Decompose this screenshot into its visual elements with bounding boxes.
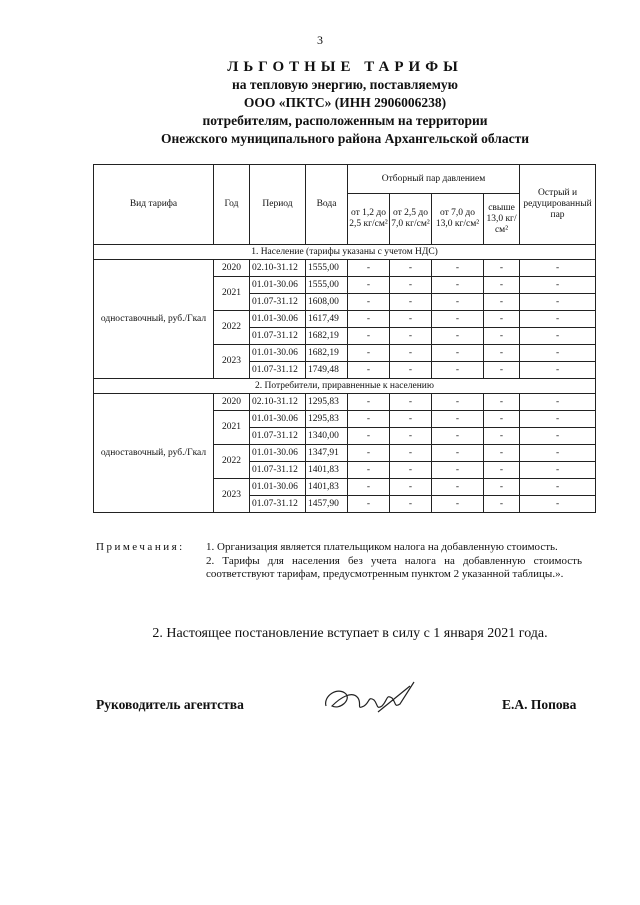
dash-cell: - bbox=[348, 462, 390, 479]
dash-cell: - bbox=[348, 345, 390, 362]
dash-cell: - bbox=[390, 411, 432, 428]
water-cell: 1555,00 bbox=[306, 277, 348, 294]
title-line-4: потребителям, расположенным на территории bbox=[202, 113, 488, 128]
water-cell: 1295,83 bbox=[306, 394, 348, 411]
table-row bbox=[94, 394, 596, 411]
header-pressure-3: от 7,0 до 13,0 кг/см² bbox=[432, 194, 484, 245]
period-cell: 02.10-31.12 bbox=[250, 394, 306, 411]
signatory-name: Е.А. Попова bbox=[502, 697, 577, 712]
notes-label: Примечания: bbox=[96, 541, 185, 553]
dash-cell: - bbox=[432, 328, 484, 345]
dash-cell: - bbox=[484, 260, 520, 277]
dash-cell: - bbox=[520, 462, 596, 479]
header-year: Год bbox=[214, 165, 250, 245]
dash-cell: - bbox=[484, 479, 520, 496]
section-title: 2. Потребители, приравненные к населению bbox=[94, 379, 596, 394]
dash-cell: - bbox=[390, 445, 432, 462]
page-number: 3 bbox=[317, 33, 323, 47]
dash-cell: - bbox=[484, 362, 520, 379]
dash-cell: - bbox=[520, 362, 596, 379]
dash-cell: - bbox=[348, 277, 390, 294]
period-cell: 01.01-30.06 bbox=[250, 445, 306, 462]
dash-cell: - bbox=[432, 294, 484, 311]
dash-cell: - bbox=[432, 277, 484, 294]
dash-cell: - bbox=[520, 394, 596, 411]
header-sharp-steam: Острый и редуцированный пар bbox=[520, 165, 596, 245]
period-cell: 01.07-31.12 bbox=[250, 428, 306, 445]
period-cell: 01.07-31.12 bbox=[250, 496, 306, 513]
header-tariff-type: Вид тарифа bbox=[94, 165, 214, 245]
period-cell: 01.07-31.12 bbox=[250, 462, 306, 479]
dash-cell: - bbox=[520, 277, 596, 294]
dash-cell: - bbox=[432, 479, 484, 496]
dash-cell: - bbox=[432, 394, 484, 411]
dash-cell: - bbox=[390, 311, 432, 328]
title-line-1: ЛЬГОТНЫЕ ТАРИФЫ bbox=[227, 59, 463, 75]
period-cell: 01.01-30.06 bbox=[250, 411, 306, 428]
period-cell: 01.01-30.06 bbox=[250, 277, 306, 294]
dash-cell: - bbox=[484, 294, 520, 311]
water-cell: 1347,91 bbox=[306, 445, 348, 462]
year-cell: 2022 bbox=[214, 445, 250, 479]
dash-cell: - bbox=[390, 428, 432, 445]
dash-cell: - bbox=[348, 362, 390, 379]
dash-cell: - bbox=[520, 328, 596, 345]
dash-cell: - bbox=[390, 328, 432, 345]
dash-cell: - bbox=[484, 445, 520, 462]
dash-cell: - bbox=[432, 260, 484, 277]
dash-cell: - bbox=[390, 394, 432, 411]
dash-cell: - bbox=[520, 445, 596, 462]
dash-cell: - bbox=[390, 294, 432, 311]
tariff-table bbox=[93, 164, 596, 513]
header-pressure-1: от 1,2 до 2,5 кг/см² bbox=[348, 194, 390, 245]
tariff-type-cell: одноставочный, руб./Гкал bbox=[94, 394, 214, 513]
notes bbox=[206, 541, 582, 582]
header-water: Вода bbox=[306, 165, 348, 245]
dash-cell: - bbox=[348, 294, 390, 311]
dash-cell: - bbox=[432, 311, 484, 328]
note-1: 1. Организация является плательщиком налога на добавленную стоимость. bbox=[206, 541, 558, 553]
dash-cell: - bbox=[390, 362, 432, 379]
dash-cell: - bbox=[390, 496, 432, 513]
period-cell: 01.07-31.12 bbox=[250, 294, 306, 311]
dash-cell: - bbox=[348, 479, 390, 496]
dash-cell: - bbox=[484, 428, 520, 445]
header-pressure-2: от 2,5 до 7,0 кг/см² bbox=[390, 194, 432, 245]
dash-cell: - bbox=[432, 362, 484, 379]
water-cell: 1617,49 bbox=[306, 311, 348, 328]
year-cell: 2021 bbox=[214, 411, 250, 445]
year-cell: 2022 bbox=[214, 311, 250, 345]
water-cell: 1749,48 bbox=[306, 362, 348, 379]
dash-cell: - bbox=[484, 496, 520, 513]
year-cell: 2020 bbox=[214, 394, 250, 411]
water-cell: 1401,83 bbox=[306, 462, 348, 479]
period-cell: 01.07-31.12 bbox=[250, 328, 306, 345]
dash-cell: - bbox=[520, 411, 596, 428]
period-cell: 01.01-30.06 bbox=[250, 311, 306, 328]
title-line-2: на тепловую энергию, поставляемую bbox=[232, 77, 458, 92]
dash-cell: - bbox=[348, 411, 390, 428]
dash-cell: - bbox=[484, 277, 520, 294]
dash-cell: - bbox=[432, 462, 484, 479]
dash-cell: - bbox=[520, 260, 596, 277]
document-title bbox=[0, 58, 640, 148]
water-cell: 1608,00 bbox=[306, 294, 348, 311]
year-cell: 2020 bbox=[214, 260, 250, 277]
year-cell: 2021 bbox=[214, 277, 250, 311]
dash-cell: - bbox=[484, 411, 520, 428]
period-cell: 02.10-31.12 bbox=[250, 260, 306, 277]
dash-cell: - bbox=[390, 260, 432, 277]
water-cell: 1295,83 bbox=[306, 411, 348, 428]
dash-cell: - bbox=[520, 294, 596, 311]
water-cell: 1457,90 bbox=[306, 496, 348, 513]
dash-cell: - bbox=[432, 445, 484, 462]
dash-cell: - bbox=[432, 411, 484, 428]
period-cell: 01.07-31.12 bbox=[250, 362, 306, 379]
header-pressure-4: свыше 13,0 кг/см² bbox=[484, 194, 520, 245]
dash-cell: - bbox=[390, 462, 432, 479]
tariff-type-cell: одноставочный, руб./Гкал bbox=[94, 260, 214, 379]
dash-cell: - bbox=[520, 479, 596, 496]
dash-cell: - bbox=[484, 345, 520, 362]
dash-cell: - bbox=[484, 462, 520, 479]
title-line-5: Онежского муниципального района Архангельской области bbox=[160, 131, 530, 146]
dash-cell: - bbox=[348, 311, 390, 328]
header-period: Период bbox=[250, 165, 306, 245]
signature-image bbox=[318, 676, 418, 726]
period-cell: 01.01-30.06 bbox=[250, 479, 306, 496]
dash-cell: - bbox=[348, 260, 390, 277]
dash-cell: - bbox=[520, 496, 596, 513]
period-cell: 01.01-30.06 bbox=[250, 345, 306, 362]
signatory-position: Руководитель агентства bbox=[96, 697, 244, 712]
year-cell: 2023 bbox=[214, 479, 250, 513]
dash-cell: - bbox=[390, 479, 432, 496]
dash-cell: - bbox=[348, 328, 390, 345]
dash-cell: - bbox=[432, 345, 484, 362]
title-line-3: ООО «ПКТС» (ИНН 2906006238) bbox=[243, 95, 447, 110]
note-2: 2. Тарифы для населения без учета налога на добавленную стоимость соответствуют тарифам, предусмотренным пунктом 2 указанной таблицы.». bbox=[206, 554, 582, 580]
water-cell: 1682,19 bbox=[306, 345, 348, 362]
water-cell: 1401,83 bbox=[306, 479, 348, 496]
year-cell: 2023 bbox=[214, 345, 250, 379]
water-cell: 1682,19 bbox=[306, 328, 348, 345]
dash-cell: - bbox=[390, 345, 432, 362]
dash-cell: - bbox=[484, 394, 520, 411]
dash-cell: - bbox=[348, 445, 390, 462]
dash-cell: - bbox=[520, 311, 596, 328]
water-cell: 1340,00 bbox=[306, 428, 348, 445]
section-title: 1. Население (тарифы указаны с учетом НДС) bbox=[94, 245, 596, 260]
dash-cell: - bbox=[348, 394, 390, 411]
dash-cell: - bbox=[484, 311, 520, 328]
dash-cell: - bbox=[520, 428, 596, 445]
decree-text: 2. Настоящее постановление вступает в силу с 1 января 2021 года. bbox=[152, 626, 548, 641]
dash-cell: - bbox=[432, 496, 484, 513]
dash-cell: - bbox=[520, 345, 596, 362]
header-selected-steam: Отборный пар давлением bbox=[348, 165, 520, 194]
dash-cell: - bbox=[348, 428, 390, 445]
table-row bbox=[94, 260, 596, 277]
dash-cell: - bbox=[390, 277, 432, 294]
dash-cell: - bbox=[432, 428, 484, 445]
water-cell: 1555,00 bbox=[306, 260, 348, 277]
dash-cell: - bbox=[348, 496, 390, 513]
dash-cell: - bbox=[484, 328, 520, 345]
